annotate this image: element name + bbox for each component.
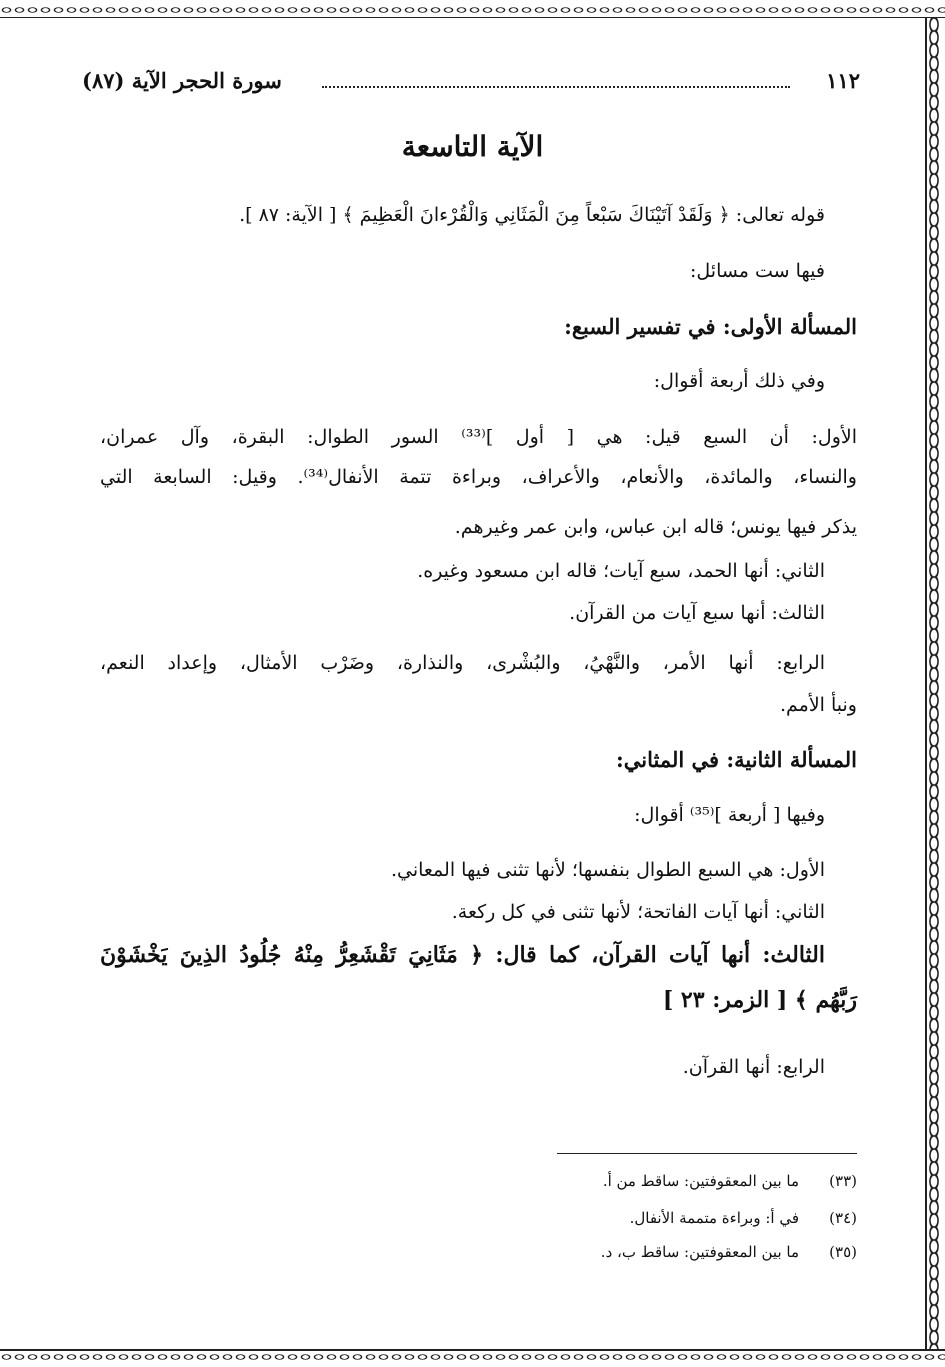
header-leader-dots xyxy=(322,86,790,88)
section-2-opinion-2: الثاني: أنها آيات الفاتحة؛ لأنها تثنى في كل ركعة. xyxy=(451,901,825,923)
footnote-number: (٣٤) xyxy=(829,1209,857,1227)
section-1-opinion-1-line-2: والنساء، والمائدة، والأنعام، والأعراف، وبراءة تتمة الأنفال⁽³⁴⁾. وقيل: السابعة التي xyxy=(100,466,857,488)
page-number: ١١٢ xyxy=(826,68,860,93)
footnote-34 xyxy=(457,1207,857,1229)
section-2-heading: المسألة الثانية: في المثاني: xyxy=(615,747,857,772)
footnote-text: ما بين المعقوفتين: ساقط من أ. xyxy=(602,1172,799,1190)
verse-quote-line: قوله تعالى: ﴿ وَلَقَدْ آتَيْنَاكَ سَبْعاً مِنَ الْمَثَانِي وَالْقُرْءانَ الْعَظِيمَ ﴾ [ الآية: ٨٧ ]. xyxy=(239,204,825,226)
section-1-opinion-4-line-2: ونبأ الأمم. xyxy=(779,694,857,716)
running-title: سورة الحجر الآية (٨٧) xyxy=(82,68,282,93)
page-header xyxy=(82,68,860,108)
section-1-opinion-1-line-1: الأول: أن السبع قيل: هي [ أول ]⁽³³⁾ السور الطوال: البقرة، وآل عمران، xyxy=(100,426,857,448)
footnote-text: ما بين المعقوفتين: ساقط ب، د. xyxy=(600,1243,799,1261)
section-2-intro: وفيها [ أربعة ]⁽³⁵⁾ أقوال: xyxy=(634,804,825,826)
issues-count-line: فيها ست مسائل: xyxy=(689,260,825,282)
section-2-opinion-4: الرابع: أنها القرآن. xyxy=(682,1056,825,1078)
section-2-opinion-3-line-2: رَبَّهُم ﴾ [ الزمر: ٢٣ ] xyxy=(662,987,857,1013)
section-2-opinion-3-line-1: الثالث: أنها آيات القرآن، كما قال: ﴿ مَثَانِيَ تَقْشَعِرُّ مِنْهُ جُلُودُ الذِينَ يَخْشَوْنَ xyxy=(100,942,825,968)
section-2-opinion-1: الأول: هي السبع الطوال بنفسها؛ لأنها تثنى فيها المعاني. xyxy=(390,859,825,881)
section-1-heading: المسألة الأولى: في تفسير السبع: xyxy=(564,314,857,339)
section-1-opinion-4-line-1: الرابع: أنها الأمر، والنَّهْيُ، والبُشْرى، والنذارة، وضَرْب الأمثال، وإعداد النعم، xyxy=(100,652,825,674)
decorative-border-top xyxy=(0,0,945,20)
footnote-text: في أ: وبراءة متممة الأنفال. xyxy=(629,1209,799,1227)
section-1-opinion-3: الثالث: أنها سبع آيات من القرآن. xyxy=(569,602,825,624)
footnote-35 xyxy=(457,1241,857,1263)
footnote-number: (٣٥) xyxy=(829,1243,857,1261)
footnote-separator xyxy=(557,1153,857,1154)
chapter-title: الآية التاسعة xyxy=(401,130,544,163)
section-1-opinion-1-line-3: يذكر فيها يونس؛ قاله ابن عباس، وابن عمر وغيرهم. xyxy=(454,516,857,538)
decorative-border-bottom xyxy=(0,1347,945,1367)
footnote-33 xyxy=(457,1170,857,1192)
decorative-border-right xyxy=(923,18,945,1349)
footnote-number: (٣٣) xyxy=(829,1172,857,1190)
section-1-opinion-2: الثاني: أنها الحمد، سبع آيات؛ قاله ابن مسعود وغيره. xyxy=(417,560,825,582)
section-1-intro: وفي ذلك أربعة أقوال: xyxy=(653,370,825,392)
